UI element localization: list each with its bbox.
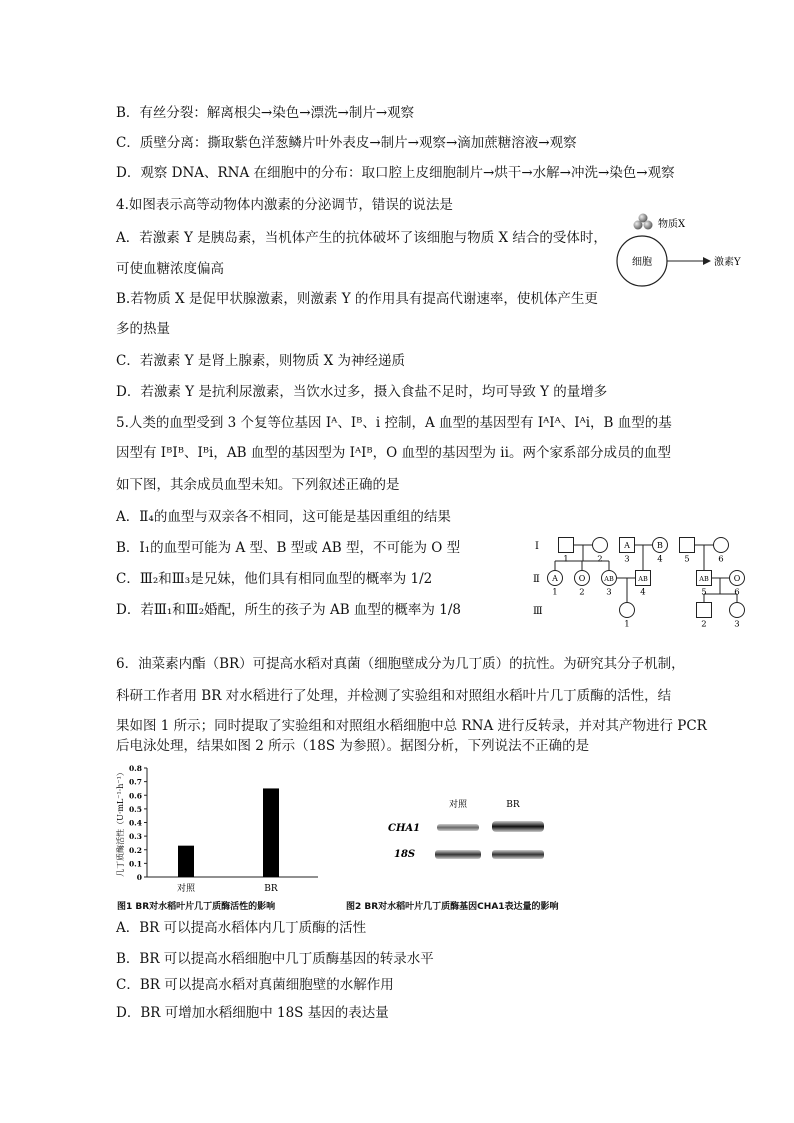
cell-secretion-diagram	[610, 206, 780, 316]
y-tick-label: 0.2	[128, 845, 142, 855]
y-tick-label: 0	[136, 873, 142, 882]
y-tick-label: 0.7	[128, 777, 142, 787]
pedigree-chart	[525, 530, 765, 640]
question-5-stem-line1: 5.人类的血型受到 3 个复等位基因 Iᴬ、Iᴮ、i 控制，A 血型的基因型有 IᴬIᴬ、Iᴬi，B 血型的基	[116, 415, 672, 431]
person-i-5-male-symbol	[680, 538, 695, 553]
person-ii-5-number: 5	[701, 587, 707, 598]
hormone-y-label: 激素Y	[714, 257, 741, 268]
band-18s-br	[492, 850, 544, 859]
person-ii-3-blood-type: AB	[604, 575, 614, 583]
person-iii-1-female-symbol	[620, 603, 635, 618]
person-iii-1-number: 1	[624, 619, 630, 630]
option-3b: B．有丝分裂：解离根尖→染色→漂洗→制片→观察	[116, 105, 415, 121]
figure-1-caption: 图1 BR对水稻叶片几丁质酶活性的影响	[117, 902, 276, 912]
option-4d: D．若激素 Y 是抗利尿激素，当饮水过多，摄入食盐不足时，均可导致 Y 的量增多	[116, 384, 608, 400]
person-i-6-female-symbol	[714, 538, 729, 553]
gel-row-label-cha1: CHA1	[388, 823, 421, 834]
y-tick-label: 0.3	[128, 832, 142, 842]
band-cha1-br	[492, 821, 544, 832]
option-4a-line1: A．若激素 Y 是胰岛素，当机体产生的抗体破坏了该细胞与物质 X 结合的受体时，	[116, 230, 607, 246]
option-5a: A．Ⅱ₄的血型与双亲各不相同，这可能是基因重组的结果	[116, 509, 451, 525]
question-4-stem: 4.如图表示高等动物体内激素的分泌调节，错误的说法是	[116, 197, 453, 213]
question-6-stem-line4: 后电泳处理，结果如图 2 所示（18S 为参照）。据图分析，下列说法不正确的是	[116, 738, 590, 754]
option-5c: C．Ⅲ₂和Ⅲ₃是兄妹，他们具有相同血型的概率为 1/2	[116, 571, 433, 587]
y-tick-label: 0.5	[128, 804, 142, 814]
person-ii-2-number: 2	[579, 587, 585, 598]
generation-label-1: I	[535, 541, 539, 552]
person-iii-2-number: 2	[701, 619, 707, 630]
question-5-stem-line3: 如下图，其余成员血型未知。下列叙述正确的是	[116, 477, 400, 493]
person-i-2-female-symbol	[593, 538, 608, 553]
person-iii-2-male-symbol	[697, 603, 712, 618]
person-ii-3-number: 3	[606, 587, 612, 598]
generation-label-2: Ⅱ	[533, 574, 540, 585]
person-i-4-blood-type: B	[657, 541, 663, 550]
person-i-5-number: 5	[684, 554, 690, 565]
person-i-1-number: 1	[563, 554, 569, 565]
y-axis-label: 几丁质酶活性（U·mL⁻¹·h⁻¹）	[116, 768, 125, 877]
option-3d: D．观察 DNA、RNA 在细胞中的分布：取口腔上皮细胞制片→烘干→水解→冲洗→染色→观察	[116, 165, 675, 181]
person-i-3-number: 3	[624, 554, 630, 565]
person-ii-2-blood-type: O	[578, 574, 586, 583]
option-6b: B．BR 可以提高水稻细胞中几丁质酶基因的转录水平	[116, 951, 434, 967]
question-6-stem-line3: 果如图 1 所示；同时提取了实验组和对照组水稻细胞中总 RNA 进行反转录，并对其产物进行 PCR	[116, 718, 707, 734]
question-6-stem-line1: 6．油菜素内酯（BR）可提高水稻对真菌（细胞壁成分为几丁质）的抗性。为研究其分子机制，	[116, 656, 685, 672]
person-iii-3-female-symbol	[730, 603, 745, 618]
person-i-1-male-symbol	[559, 538, 574, 553]
option-6d: D．BR 可增加水稻细胞中 18S 基因的表达量	[116, 1005, 389, 1021]
gel-row-label-18s: 18S	[394, 849, 416, 860]
figure-2-caption: 图2 BR对水稻叶片几丁质酶基因CHA1表达量的影响	[346, 902, 559, 912]
person-ii-4-number: 4	[640, 587, 646, 598]
person-i-6-number: 6	[718, 554, 724, 565]
gel-column-label-br: BR	[506, 800, 520, 810]
option-5d: D．若Ⅲ₁和Ⅲ₂婚配，所生的孩子为 AB 血型的概率为 1/8	[116, 602, 461, 618]
y-tick-label: 0.6	[128, 791, 142, 801]
y-tick-label: 0.4	[128, 818, 142, 828]
person-ii-6-number: 6	[734, 587, 740, 598]
molecule-x-icon-2	[634, 221, 643, 230]
band-cha1-control	[437, 824, 479, 831]
bar-control	[178, 846, 194, 877]
question-6-stem-line2: 科研工作者用 BR 对水稻进行了处理，并检测了实验组和对照组水稻叶片几丁质酶的活性，结	[116, 688, 672, 704]
x-tick-label: 对照	[176, 884, 196, 894]
y-tick-label: 0.8	[128, 764, 142, 773]
option-4a-line2: 可使血糖浓度偏高	[116, 261, 224, 277]
option-4b-line2: 多的热量	[116, 321, 170, 337]
enzyme-activity-bar-chart	[113, 760, 338, 900]
bar-br	[263, 788, 279, 877]
option-3c: C．质壁分离：撕取紫色洋葱鳞片叶外表皮→制片→观察→滴加蔗糖溶液→观察	[116, 135, 577, 151]
gel-electrophoresis-image	[380, 795, 580, 875]
band-18s-control	[435, 850, 481, 859]
substance-x-label: 物质X	[658, 219, 686, 230]
y-tick-label: 0.1	[128, 859, 142, 869]
option-5b: B．I₁的血型可能为 A 型、B 型或 AB 型，不可能为 O 型	[116, 540, 461, 556]
option-4b-line1: B.若物质 X 是促甲状腺激素，则激素 Y 的作用具有提高代谢速率，使机体产生更	[116, 291, 598, 307]
person-ii-6-blood-type: O	[733, 574, 741, 583]
option-6a: A．BR 可以提高水稻体内几丁质酶的活性	[116, 920, 367, 936]
gel-column-label-control: 对照	[448, 800, 468, 810]
option-6c: C．BR 可以提高水稻对真菌细胞壁的水解作用	[116, 977, 394, 993]
person-ii-1-number: 1	[552, 587, 558, 598]
cell-label: 细胞	[632, 257, 652, 268]
person-ii-5-blood-type: AB	[699, 575, 709, 583]
person-iii-3-number: 3	[734, 619, 740, 630]
person-ii-1-blood-type: A	[552, 574, 558, 583]
question-5-stem-line2: 因型有 IᴮIᴮ、Iᴮi，AB 血型的基因型为 IᴬIᴮ，O 血型的基因型为 ii。两个家系部分成员的血型	[116, 445, 671, 461]
person-i-3-blood-type: A	[624, 541, 630, 550]
generation-label-3: Ⅲ	[533, 606, 543, 617]
person-ii-4-blood-type: AB	[638, 575, 648, 583]
x-tick-label: BR	[264, 884, 278, 894]
molecule-x-icon-3	[644, 221, 653, 230]
person-i-2-number: 2	[597, 554, 603, 565]
person-i-4-number: 4	[657, 554, 663, 565]
option-4c: C．若激素 Y 是肾上腺素，则物质 X 为神经递质	[116, 353, 406, 369]
